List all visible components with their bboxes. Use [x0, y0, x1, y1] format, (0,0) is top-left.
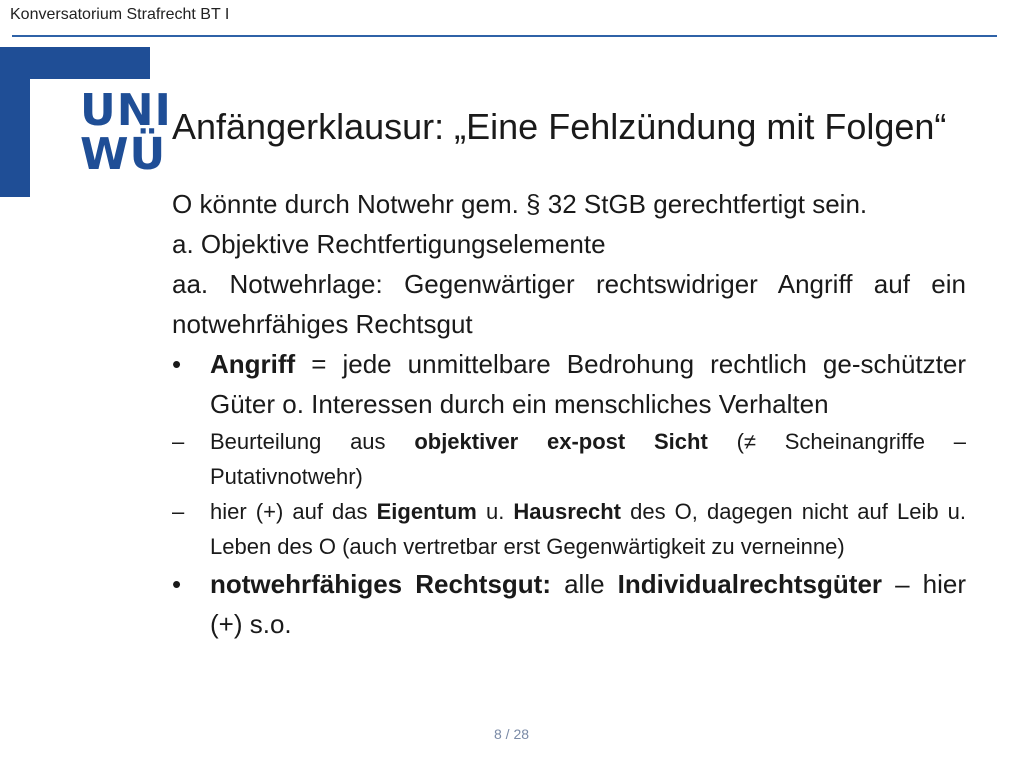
sub2-strong-eigentum: Eigentum [376, 499, 477, 524]
bullet-angriff-text: = jede unmittelbare Bedrohung rechtlich ge-schützter Güter o. Interessen durch ein menschliches Verhalten [210, 349, 966, 419]
sub2-post: des O, dagegen nicht auf Leib u. Leben des O (auch vertretbar erst Gegenwärtigkeit zu verneinne) [210, 499, 967, 559]
term-individualrechtsgueter: Individualrechtsgüter [617, 569, 883, 599]
term-angriff: Angriff [210, 349, 296, 379]
logo-line-1: UNI [80, 85, 172, 136]
sub1-pre: Beurteilung aus [210, 429, 415, 454]
page-number: 8 / 28 [494, 726, 530, 742]
course-header: Konversatorium Strafrecht BT I [10, 6, 230, 23]
sub-item-eigentum [172, 494, 966, 564]
bullet2-post: – hier (+) s.o. [210, 569, 967, 639]
bullet-angriff [172, 344, 966, 424]
slide-title: Anfängerklausur: „Eine Fehlzündung mit Folgen“ [172, 106, 947, 147]
sub1-strong: objektiver ex-post Sicht [414, 429, 708, 454]
dash-mark: – [172, 429, 185, 454]
sub1-post: (≠ Scheinangriffe – Putativnotwehr) [210, 429, 966, 489]
bullet-rechtsgut [172, 564, 966, 644]
term-rechtsgut: notwehrfähiges Rechtsgut: [210, 569, 551, 599]
university-logo [0, 47, 172, 197]
header-divider [12, 35, 997, 37]
sub-item-beurteilung [172, 424, 966, 494]
logo-wordmark [30, 79, 172, 214]
heading-aa: aa. Notwehrlage: Gegenwärtiger rechtswidriger Angriff auf ein notwehrfähiges Rechtsgut [172, 269, 966, 339]
bullet2-mid: alle [551, 569, 618, 599]
sub2-strong-hausrecht: Hausrecht [513, 499, 621, 524]
intro-paragraph: O könnte durch Notwehr gem. § 32 StGB gerechtfertigt sein. [172, 189, 868, 219]
bullet-mark: • [172, 349, 182, 379]
logo-line-2: WÜ [80, 129, 167, 180]
sub2-mid: u. [476, 499, 514, 524]
heading-a: a. Objektive Rechtfertigungselemente [172, 229, 606, 259]
dash-mark: – [172, 499, 185, 524]
slide-body [172, 184, 966, 644]
bullet-mark: • [172, 569, 182, 599]
sub2-pre: hier (+) auf das [210, 499, 377, 524]
